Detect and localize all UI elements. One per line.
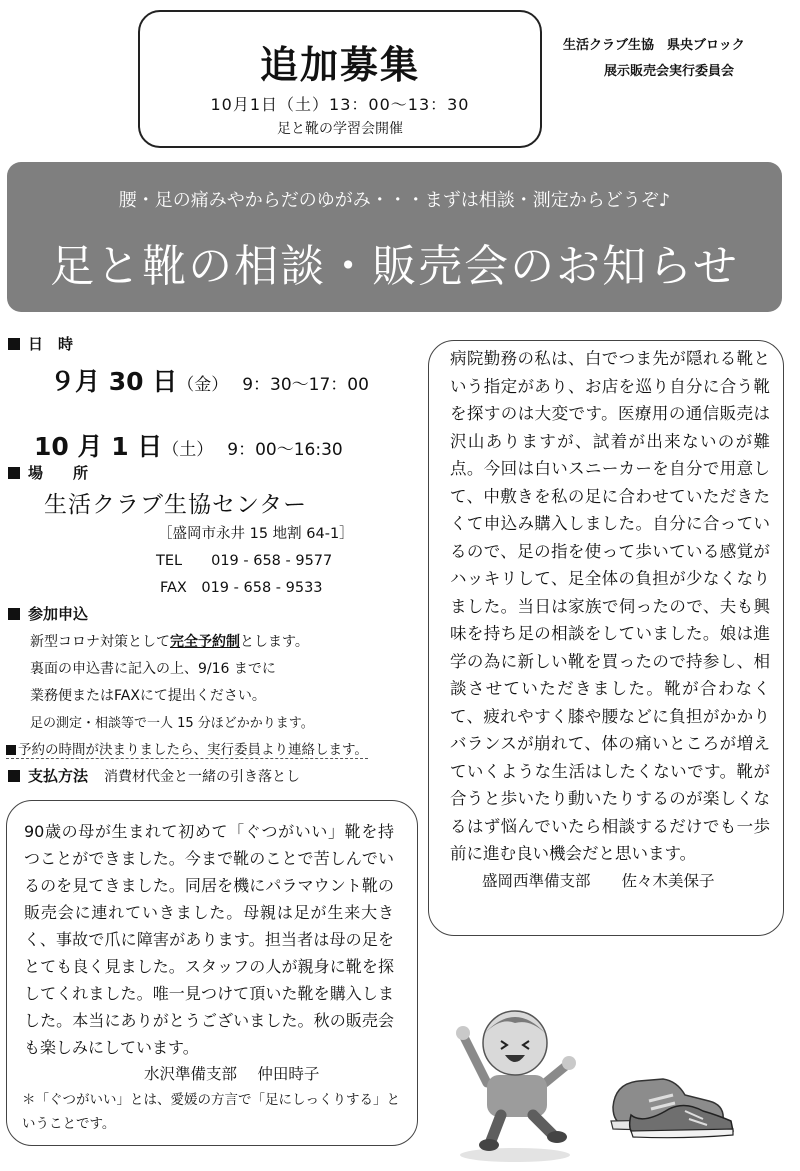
payment-text: 消費材代金と一緒の引き落とし <box>104 769 301 785</box>
testimonial-right-signature: 盛岡西準備支部 佐々木美保子 <box>482 871 715 890</box>
apply-line-1: 新型コロナ対策として完全予約制とします。 <box>30 634 309 650</box>
page-title: 追加募集 <box>259 43 420 87</box>
time-1: 9：30～17：00 <box>242 375 369 395</box>
weekday-1: （金） <box>177 375 229 395</box>
apply-line-4: 足の測定・相談等で一人 15 分ほどかかります。 <box>30 716 314 731</box>
date-2: 10 月 1 日 <box>34 432 163 461</box>
schedule-heading: 日 時 <box>8 333 73 354</box>
banner-subtitle: 腰・足の痛みやからだのゆがみ・・・まずは相談・測定からどうぞ♪ <box>118 190 671 211</box>
apply-heading: 参加申込 <box>8 603 88 624</box>
organizer-line-2: 展示販売会実行委員会 <box>604 64 735 79</box>
full-reservation-emphasis: 完全予約制 <box>170 634 240 650</box>
square-bullet-icon <box>8 770 20 782</box>
jumping-boy-illustration <box>435 995 585 1165</box>
place-heading: 場 所 <box>8 462 88 483</box>
weekday-2: （土） <box>162 440 214 460</box>
schedule-day-2 <box>34 427 343 463</box>
venue-tel: TEL 019 - 658 - 9577 <box>156 553 333 569</box>
time-2: 9：00～16:30 <box>227 440 343 460</box>
testimonial-left <box>24 818 394 1088</box>
apply-line-3: 業務便またはFAXにて提出ください。 <box>30 688 266 704</box>
square-bullet-icon <box>8 608 20 620</box>
footnote: ＊「ぐつがいい」とは、愛媛の方言で「足にしっくりする」ということです。 <box>22 1092 400 1132</box>
banner-title: 足と靴の相談・販売会のお知らせ <box>50 241 739 292</box>
testimonial-right <box>450 345 770 895</box>
organizer-line-1: 生活クラブ生協 県央ブロック <box>563 38 745 53</box>
testimonial-left-body: 90歳の母が生まれて初めて「ぐつがいい」靴を持つことができました。今まで靴のことで苦しんでいるのを見てきました。同居を機にパラマウント靴の販売会に連れていきました。母親は足が生来大きく、事故で爪に障害があります。担当者は母の足をとても良く見ました。スタッフの人が親身に靴を探してくれました。唯一見つけて頂いた靴を購入しました。本当にありがとうございました。秋の販売会も楽しみにしています。 <box>24 822 394 1057</box>
sneakers-illustration <box>605 1065 740 1140</box>
square-bullet-icon <box>8 467 20 479</box>
payment-heading: 支払方法 消費材代金と一緒の引き落とし <box>8 765 300 786</box>
event-subtitle: 足と靴の学習会開催 <box>277 121 403 137</box>
apply-line-2: 裏面の申込書に記入の上、9/16 までに <box>30 661 276 677</box>
venue-address: ［盛岡市永井 15 地割 64-1］ <box>158 526 354 542</box>
reservation-notice: 予約の時間が決まりましたら、実行委員より連絡します。 <box>6 738 368 759</box>
banner <box>7 162 782 312</box>
square-bullet-icon <box>6 745 16 755</box>
venue-fax: FAX 019 - 658 - 9533 <box>160 580 323 596</box>
event-datetime: 10月1日（土）13：00～13：30 <box>210 95 470 114</box>
date-1: ９月 30 日 <box>50 367 178 396</box>
square-bullet-icon <box>8 338 20 350</box>
testimonial-right-body: 病院勤務の私は、白でつま先が隠れる靴という指定があり、お店を巡り自分に合う靴を探すのは大変です。医療用の通信販売は沢山ありますが、試着が出来ないのが難点。今回は白いスニーカーを自分で用意して、中敷きを私の足に合わせていただきたくて申込み購入しました。自分に合っているので、足の指を使って歩いている感覚がハッキリして、足全体の負担が少なくなりました。当日は家族で伺ったので、夫も興味を持ち足の相談をしていました。娘は進学の為に新しい靴を買ったので持参し、相談させていただきました。靴が合わなくて、疲れやすく膝や腰などに負担がかかりバランスが崩れて、体の痛いところが増えていくような生活はしたくないです。靴が合うと歩いたり動いたりするのが楽しくなるはず悩んでいたら相談するだけでも一歩前に進む良い機会だと思います。 <box>450 349 770 863</box>
schedule-day-1 <box>50 362 369 398</box>
venue-name: 生活クラブ生協センター <box>44 492 308 518</box>
title-box <box>138 10 542 148</box>
testimonial-left-signature: 水沢準備支部 仲田時子 <box>144 1065 320 1083</box>
